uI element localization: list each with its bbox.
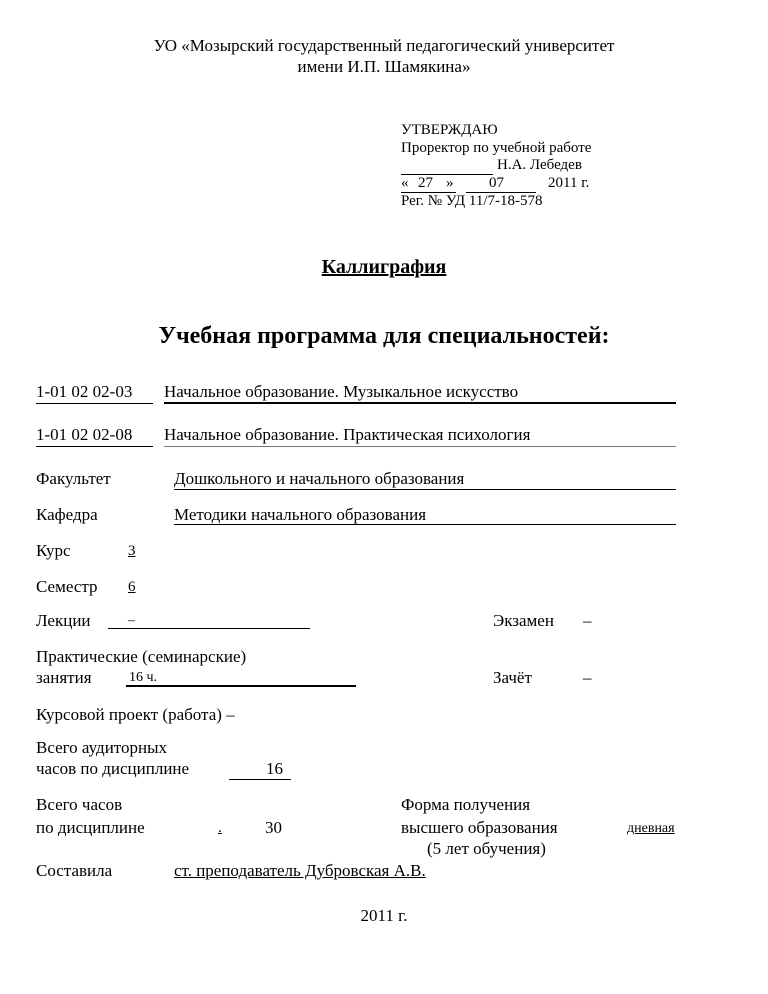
practical-label-line1: Практические (семинарские) (36, 647, 247, 666)
education-form-value: дневная (627, 821, 675, 836)
practical-label-line2: занятия (36, 668, 92, 687)
specialty-code-1-underline (36, 403, 153, 404)
author-label: Составила (36, 861, 113, 880)
course-value: 3 (128, 543, 136, 559)
education-form-note: (5 лет обучения) (427, 839, 546, 858)
semester-value: 6 (128, 579, 136, 595)
lectures-label: Лекции (36, 611, 91, 630)
approval-position: Проректор по учебной работе (401, 140, 592, 156)
approval-date-close: » (446, 175, 454, 191)
exam-value: – (583, 611, 592, 630)
approval-title: УТВЕРЖДАЮ (401, 122, 498, 138)
education-form-label-line2: высшего образования (401, 818, 558, 837)
lectures-underline (108, 628, 310, 629)
department-underline (174, 524, 676, 525)
specialty-name-1: Начальное образование. Музыкальное искусство (164, 382, 519, 401)
faculty-value: Дошкольного и начального образования (174, 469, 465, 488)
program-title: Учебная программа для специальностей: (158, 323, 610, 349)
approval-month: 07 (489, 175, 504, 191)
total-label-line1: Всего часов (36, 795, 123, 814)
auditory-underline (229, 779, 291, 780)
approval-signer: Н.А. Лебедев (497, 157, 582, 173)
specialty-code-2: 1-01 02 02-08 (36, 425, 133, 444)
specialty-code-2-underline (36, 446, 153, 447)
total-label-line2: по дисциплине (36, 818, 145, 837)
faculty-underline (174, 489, 676, 490)
semester-label: Семестр (36, 577, 98, 596)
approval-reg-number: Рег. № УД 11/7-18-578 (401, 193, 543, 209)
total-dot: . (218, 820, 222, 836)
author-value: ст. преподаватель Дубровская А.В. (174, 861, 426, 880)
department-label: Кафедра (36, 505, 98, 524)
specialty-name-2: Начальное образование. Практическая психология (164, 425, 531, 444)
credit-value: – (583, 668, 592, 687)
university-name-line1: УО «Мозырский государственный педагогический университет (153, 36, 615, 55)
credit-label: Зачёт (493, 668, 532, 687)
university-name-line2: имени И.П. Шамякина» (297, 57, 471, 76)
specialty-code-1: 1-01 02 02-03 (36, 382, 133, 401)
discipline-title: Каллиграфия (321, 256, 447, 278)
department-value: Методики начального образования (174, 505, 427, 524)
practical-underline (126, 685, 356, 687)
approval-day: 27 (418, 175, 433, 191)
total-value: 30 (265, 818, 282, 837)
exam-label: Экзамен (493, 611, 554, 630)
faculty-label: Факультет (36, 469, 111, 488)
footer-year: 2011 г. (360, 906, 408, 925)
approval-year: 2011 г. (548, 175, 590, 191)
course-label: Курс (36, 541, 71, 560)
education-form-label-line1: Форма получения (401, 795, 531, 814)
auditory-value: 16 (266, 759, 283, 778)
auditory-label-line2: часов по дисциплине (36, 759, 190, 778)
course-project-label: Курсовой проект (работа) – (36, 705, 235, 724)
specialty-name-1-underline (164, 402, 676, 404)
specialty-name-2-underline (164, 446, 676, 447)
auditory-label-line1: Всего аудиторных (36, 738, 168, 757)
lectures-value: – (128, 613, 135, 628)
practical-value: 16 ч. (129, 670, 158, 685)
approval-date-open: « (401, 175, 409, 191)
